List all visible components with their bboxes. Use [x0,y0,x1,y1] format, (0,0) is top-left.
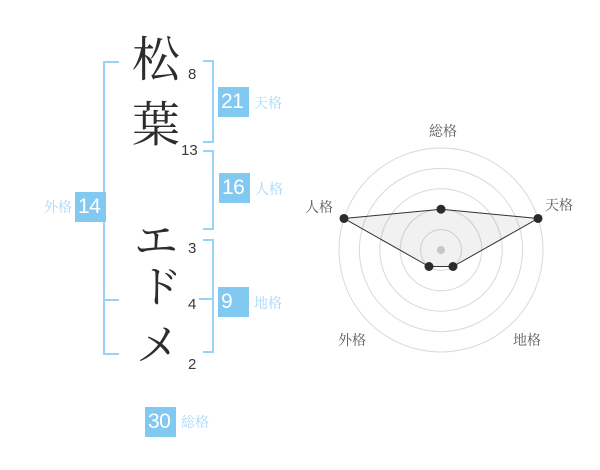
radar-point [437,205,446,214]
stroke-count: 3 [188,240,197,257]
radar-axis-label: 総格 [429,123,457,139]
radar-center-dot [437,246,445,254]
gaikaku-label: 外格 [44,199,72,215]
name-char: ド [138,263,182,312]
radar-polygon [344,209,538,266]
stroke-count: 8 [188,66,197,83]
jinkaku-value-box: 16 [219,173,250,203]
name-char: メ [136,321,180,370]
radar-point [339,214,348,223]
jinkaku-label: 人格 [255,181,283,197]
radar-point [534,214,543,223]
tenkaku-label: 天格 [254,95,282,111]
soukaku-label: 総格 [181,414,209,430]
soukaku-value-box: 30 [145,407,176,437]
gaikaku-value-box: 14 [75,192,106,222]
radar-axis-label: 外格 [338,332,366,348]
stroke-count: 4 [188,296,197,313]
stroke-count: 2 [188,356,197,373]
radar-axis-label: 天格 [545,197,573,213]
radar-point [425,262,434,271]
name-char: エ [134,217,178,266]
radar-axis-label: 地格 [513,332,541,348]
tenkaku-value-box: 21 [218,87,249,117]
stroke-count: 13 [181,142,198,159]
chikaku-value-box: 9 [218,287,249,317]
chikaku-label: 地格 [254,295,282,311]
name-char: 葉 [132,99,181,152]
radar-point [448,262,457,271]
radar-axis-label: 人格 [305,199,333,215]
name-char: 松 [132,34,181,87]
